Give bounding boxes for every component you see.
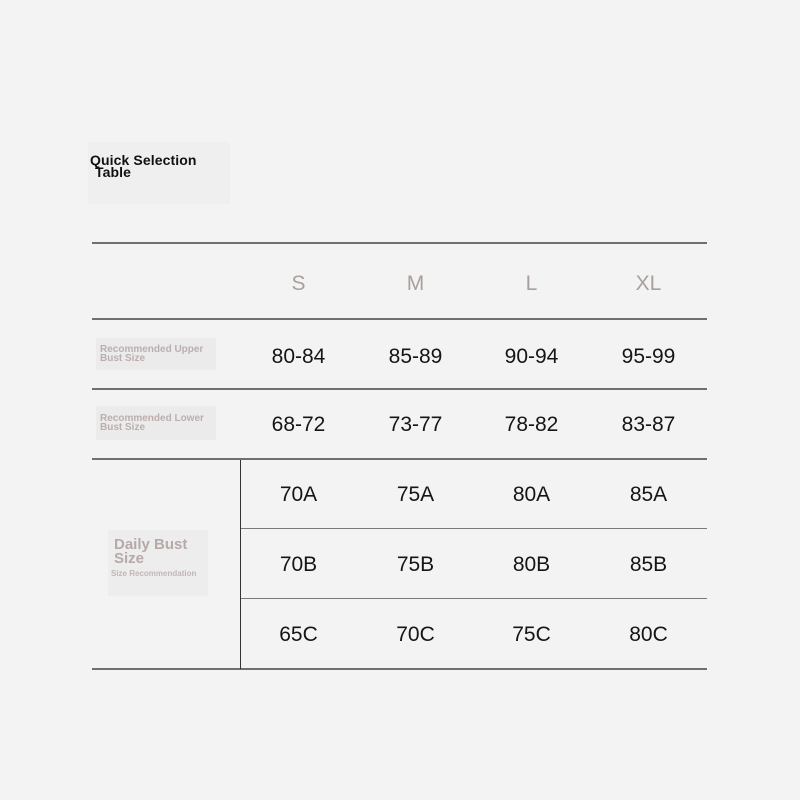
daily-bust-title: Daily Bust Size: [114, 536, 188, 567]
daily-b-s: 70B: [279, 553, 318, 576]
header-m: M: [406, 272, 425, 295]
daily-bust-label: [108, 530, 208, 596]
upper-bust-label: [96, 338, 216, 370]
upper-l: 90-94: [504, 345, 559, 368]
lower-m: 73-77: [388, 413, 443, 436]
table-title: [90, 154, 197, 178]
lower-xl: 83-87: [621, 413, 676, 436]
header-bottom-rule: [92, 318, 707, 320]
daily-a-l: 80A: [512, 483, 551, 506]
daily-c-s: 65C: [279, 623, 318, 646]
header-l: L: [525, 272, 538, 295]
header-s: S: [291, 272, 306, 295]
daily-b-m: 75B: [396, 553, 435, 576]
lower-s: 68-72: [271, 413, 326, 436]
daily-b-l: 80B: [512, 553, 551, 576]
daily-b-xl: 85B: [629, 553, 668, 576]
daily-c-m: 70C: [396, 623, 435, 646]
lower-bust-label-line1: Recommended Lower: [100, 413, 204, 424]
daily-a-xl: 85A: [629, 483, 668, 506]
lower-bust-label-line2: Bust Size: [100, 422, 146, 433]
title-line-2: Table: [95, 164, 132, 180]
daily-row2-rule: [241, 598, 707, 599]
daily-bust-subtitle: Size Recommendation: [111, 569, 197, 578]
upper-s: 80-84: [271, 345, 326, 368]
lower-bust-label: [96, 406, 216, 440]
lower-l: 78-82: [504, 413, 559, 436]
table-title-box: [88, 142, 230, 204]
upper-bust-label-line1: Recommended Upper: [100, 344, 204, 355]
daily-a-m: 75A: [396, 483, 435, 506]
daily-c-l: 75C: [512, 623, 551, 646]
header-xl: XL: [635, 272, 662, 295]
daily-a-s: 70A: [279, 483, 318, 506]
table-bottom-rule: [92, 668, 707, 670]
title-line-1: Quick Selection: [90, 152, 197, 168]
daily-row1-rule: [241, 528, 707, 529]
daily-c-xl: 80C: [629, 623, 668, 646]
upper-bust-label-line2: Bust Size: [100, 353, 146, 364]
upper-xl: 95-99: [621, 345, 676, 368]
upper-m: 85-89: [388, 345, 443, 368]
row2-bottom-rule: [92, 458, 707, 460]
table-top-rule: [92, 242, 707, 244]
row1-bottom-rule: [92, 388, 707, 390]
